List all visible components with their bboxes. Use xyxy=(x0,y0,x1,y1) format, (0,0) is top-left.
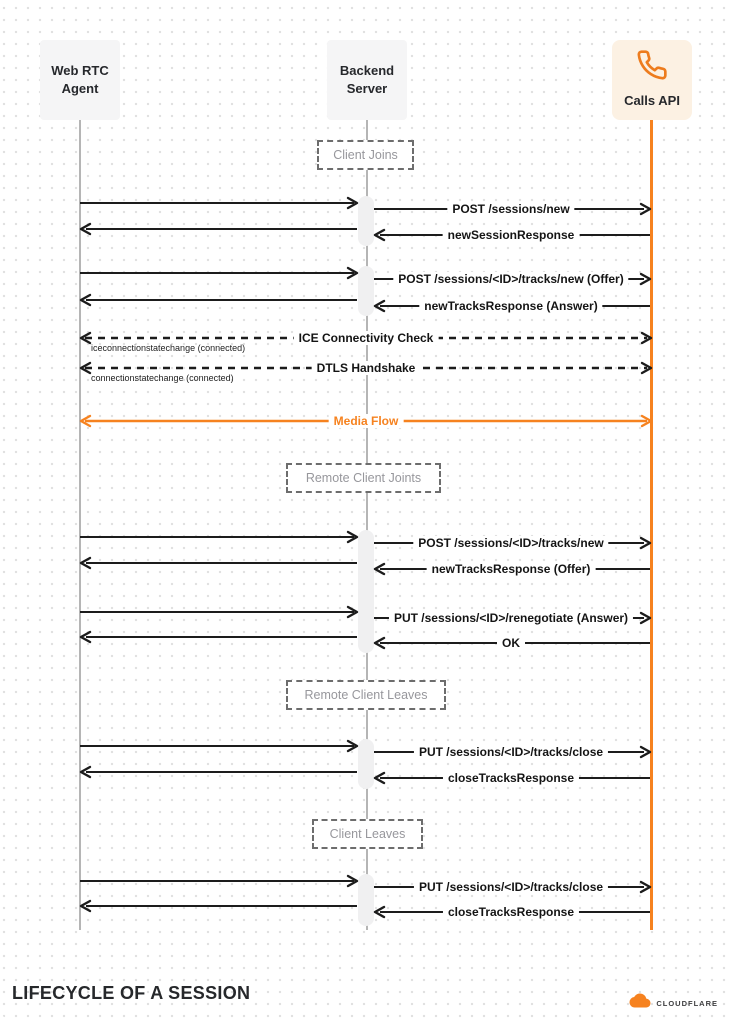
message-label: newSessionResponse xyxy=(443,228,580,242)
phase-label: Remote Client Leaves xyxy=(304,688,428,702)
arrowhead-right xyxy=(641,613,650,623)
arrowhead-left xyxy=(375,301,384,311)
cloudflare-wordmark: CLOUDFLARE xyxy=(656,998,718,1008)
arrowhead-right xyxy=(642,363,651,373)
handshake-ice-label: ICE Connectivity Check xyxy=(294,331,439,345)
actor-label: Calls API xyxy=(624,92,680,108)
message-label: POST /sessions/<ID>/tracks/new xyxy=(413,536,608,550)
arrowhead-right xyxy=(642,416,651,426)
message-label: POST /sessions/new xyxy=(447,202,574,216)
arrowhead-right xyxy=(642,333,651,343)
phase-label: Remote Client Joints xyxy=(305,471,422,485)
arrowhead-right xyxy=(348,268,357,278)
diagram-title: LIFECYCLE OF A SESSION xyxy=(12,983,251,1003)
event-note-dtls: connectionstatechange (connected) xyxy=(91,373,234,383)
arrowhead-left xyxy=(81,632,90,642)
arrowhead-left xyxy=(81,558,90,568)
arrowhead-left xyxy=(81,767,90,777)
actor-label: Agent xyxy=(61,81,99,96)
media-flow-label: Media Flow xyxy=(329,414,404,428)
message-label: newTracksResponse (Answer) xyxy=(419,299,602,313)
message-label: OK xyxy=(497,636,525,650)
arrowhead-left xyxy=(81,333,90,343)
cloudflare-cloud-icon xyxy=(627,990,653,1016)
arrowhead-left xyxy=(81,901,90,911)
cloudflare-logo xyxy=(627,990,718,1016)
arrowhead-left xyxy=(375,230,384,240)
arrowhead-left xyxy=(81,295,90,305)
arrowhead-right xyxy=(641,882,650,892)
message-label: closeTracksResponse xyxy=(443,905,579,919)
arrowhead-right xyxy=(348,741,357,751)
arrowhead-left xyxy=(375,638,384,648)
message-label: POST /sessions/<ID>/tracks/new (Offer) xyxy=(393,272,628,286)
message-label: PUT /sessions/<ID>/tracks/close xyxy=(414,745,608,759)
phase-label: Client Leaves xyxy=(329,827,406,841)
arrowhead-right xyxy=(348,876,357,886)
arrowhead-right xyxy=(641,538,650,548)
message-label: closeTracksResponse xyxy=(443,771,579,785)
arrowhead-left xyxy=(375,907,384,917)
actor-label: Backend xyxy=(339,63,395,79)
arrowhead-left xyxy=(81,363,90,373)
arrowhead-right xyxy=(348,532,357,542)
arrowhead-left xyxy=(81,224,90,234)
phase-label: Client Joins xyxy=(333,148,398,162)
message-label: PUT /sessions/<ID>/renegotiate (Answer) xyxy=(389,611,633,625)
actor-label: Web RTC xyxy=(51,63,109,79)
arrowhead-left xyxy=(81,416,90,426)
event-note-ice: iceconnectionstatechange (connected) xyxy=(91,343,246,353)
handshake-dtls-label: DTLS Handshake xyxy=(312,361,421,375)
arrowhead-left xyxy=(375,564,384,574)
message-label: PUT /sessions/<ID>/tracks/close xyxy=(414,880,608,894)
arrowhead-right xyxy=(641,274,650,284)
message-label: newTracksResponse (Offer) xyxy=(427,562,596,576)
arrowhead-right xyxy=(348,607,357,617)
arrowhead-right xyxy=(348,198,357,208)
arrowhead-right xyxy=(641,204,650,214)
actor-label: Server xyxy=(346,81,388,96)
arrowhead-right xyxy=(641,747,650,757)
arrowhead-left xyxy=(375,773,384,783)
